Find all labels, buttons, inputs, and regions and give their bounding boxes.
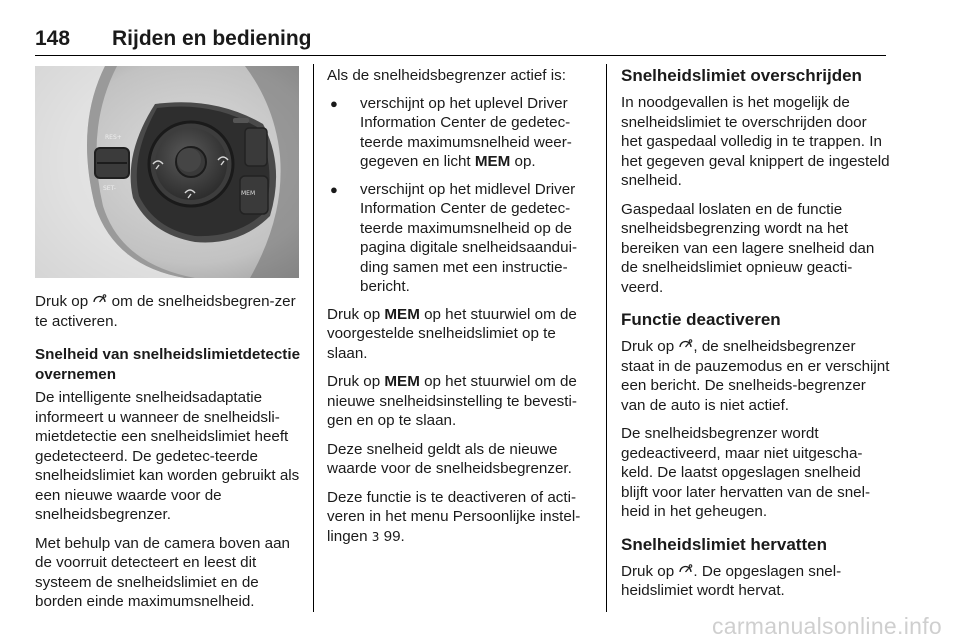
paragraph-new-value: Deze snelheid geldt als de nieuwe waarde voor de snelheidsbegrenzer.: [327, 440, 572, 477]
column-divider-2: [606, 64, 607, 612]
section-heading-take-over: Snelheid van snelheidslimietdetectie overnemen: [35, 346, 301, 383]
list-item: ● verschijnt op het midlevel Driver Information Center de gedetec-teerde maximumsnelheid op de pagina digitale snelheidsaandui-ding samen met een instructie-bericht.: [327, 180, 595, 297]
paragraph-pause: Druk op , de snelheidsbegrenzer staat in de pauzemodus en er verschijnt een bericht. De snelheids-begrenzer van de auto is niet actief.: [621, 338, 890, 414]
page-header: [35, 27, 886, 56]
paragraph-resume: Druk op . De opgeslagen snel-heidslimiet wordt hervat.: [621, 562, 842, 599]
watermark: carmanualsonline.info: [711, 613, 942, 639]
paragraph-mem-confirm: Druk op MEM op het stuurwiel om de nieuwe snelheidsinstelling te bevesti-gen en op te slaan.: [327, 373, 577, 429]
page-title: Rijden en bediening: [112, 27, 312, 50]
page-reference-arrow-icon: 3: [371, 529, 380, 544]
column-3: [621, 65, 891, 610]
speed-limiter-icon: [92, 294, 107, 307]
heading-deactivate: Functie deactiveren: [621, 310, 781, 329]
mem-label: MEM: [241, 190, 256, 197]
paragraph-release-pedal: Gaspedaal loslaten en de functie snelheidsbegrenzing wordt na het bereiken van een lagere snelheid dan de snelheidslimiet opnieuw geacti-veerd.: [621, 200, 875, 296]
speed-limiter-icon: [678, 564, 693, 577]
paragraph-intelligent-speed: De intelligente snelheidsadaptatie informeert u wanneer de snelheidsli-mietdetectie een snelheidslimiet heeft gedetecteerd. De gedetec-teerde snelheidslimiet kan worden gebruikt als een nieuwe waarde voor de snelheidsbegrenzer.: [35, 389, 300, 523]
active-bullet-list: [327, 94, 595, 297]
list-item: ● verschijnt op het uplevel Driver Information Center de gedetec-teerde maximumsnelheid weer-gegeven en licht MEM op.: [327, 94, 595, 172]
page-reference-link[interactable]: 99.: [379, 527, 405, 545]
paragraph-emergency: In noodgevallen is het mogelijk de snelheidslimiet te overschrijden door het gaspedaal volledig in te trappen. In het gegeven geval knippert de ingesteld snelheid.: [621, 94, 890, 189]
column-1: [35, 292, 305, 621]
heading-resume: Snelheidslimiet hervatten: [621, 534, 827, 554]
paragraph-mem-store: Druk op MEM op het stuurwiel om de voorgestelde snelheidslimiet op te slaan.: [327, 305, 577, 362]
paragraph-camera: Met behulp van de camera boven aan de voorruit detecteert en leest dit systeem de snelheidslimiet en de borden einde maximumsnelheid.: [35, 534, 290, 610]
active-intro: Als de snelheidsbegrenzer actief is:: [327, 67, 566, 84]
activate-paragraph: Druk op om de snelheidsbegren-zer te activeren.: [35, 293, 296, 330]
paragraph-deactivated: De snelheidsbegrenzer wordt gedeactiveerd, maar niet uitgescha-keld. De laatst opgeslagen snelheid blijft voor later hervatten van de snel-heid in het geheugen.: [621, 425, 871, 520]
res-label: RES+: [105, 134, 122, 141]
page-number: 148: [35, 27, 71, 50]
steering-wheel-controls-image: [35, 66, 299, 278]
column-2: [327, 66, 595, 556]
column-divider-1: [313, 64, 314, 612]
set-label: SET-: [103, 185, 116, 192]
speed-limiter-icon: [678, 339, 693, 352]
heading-exceed-limit: Snelheidslimiet overschrijden: [621, 66, 862, 85]
paragraph-settings: Deze functie is te deactiveren of acti-veren in het menu Persoonlijke instel-lingen 3 99.: [327, 488, 581, 545]
